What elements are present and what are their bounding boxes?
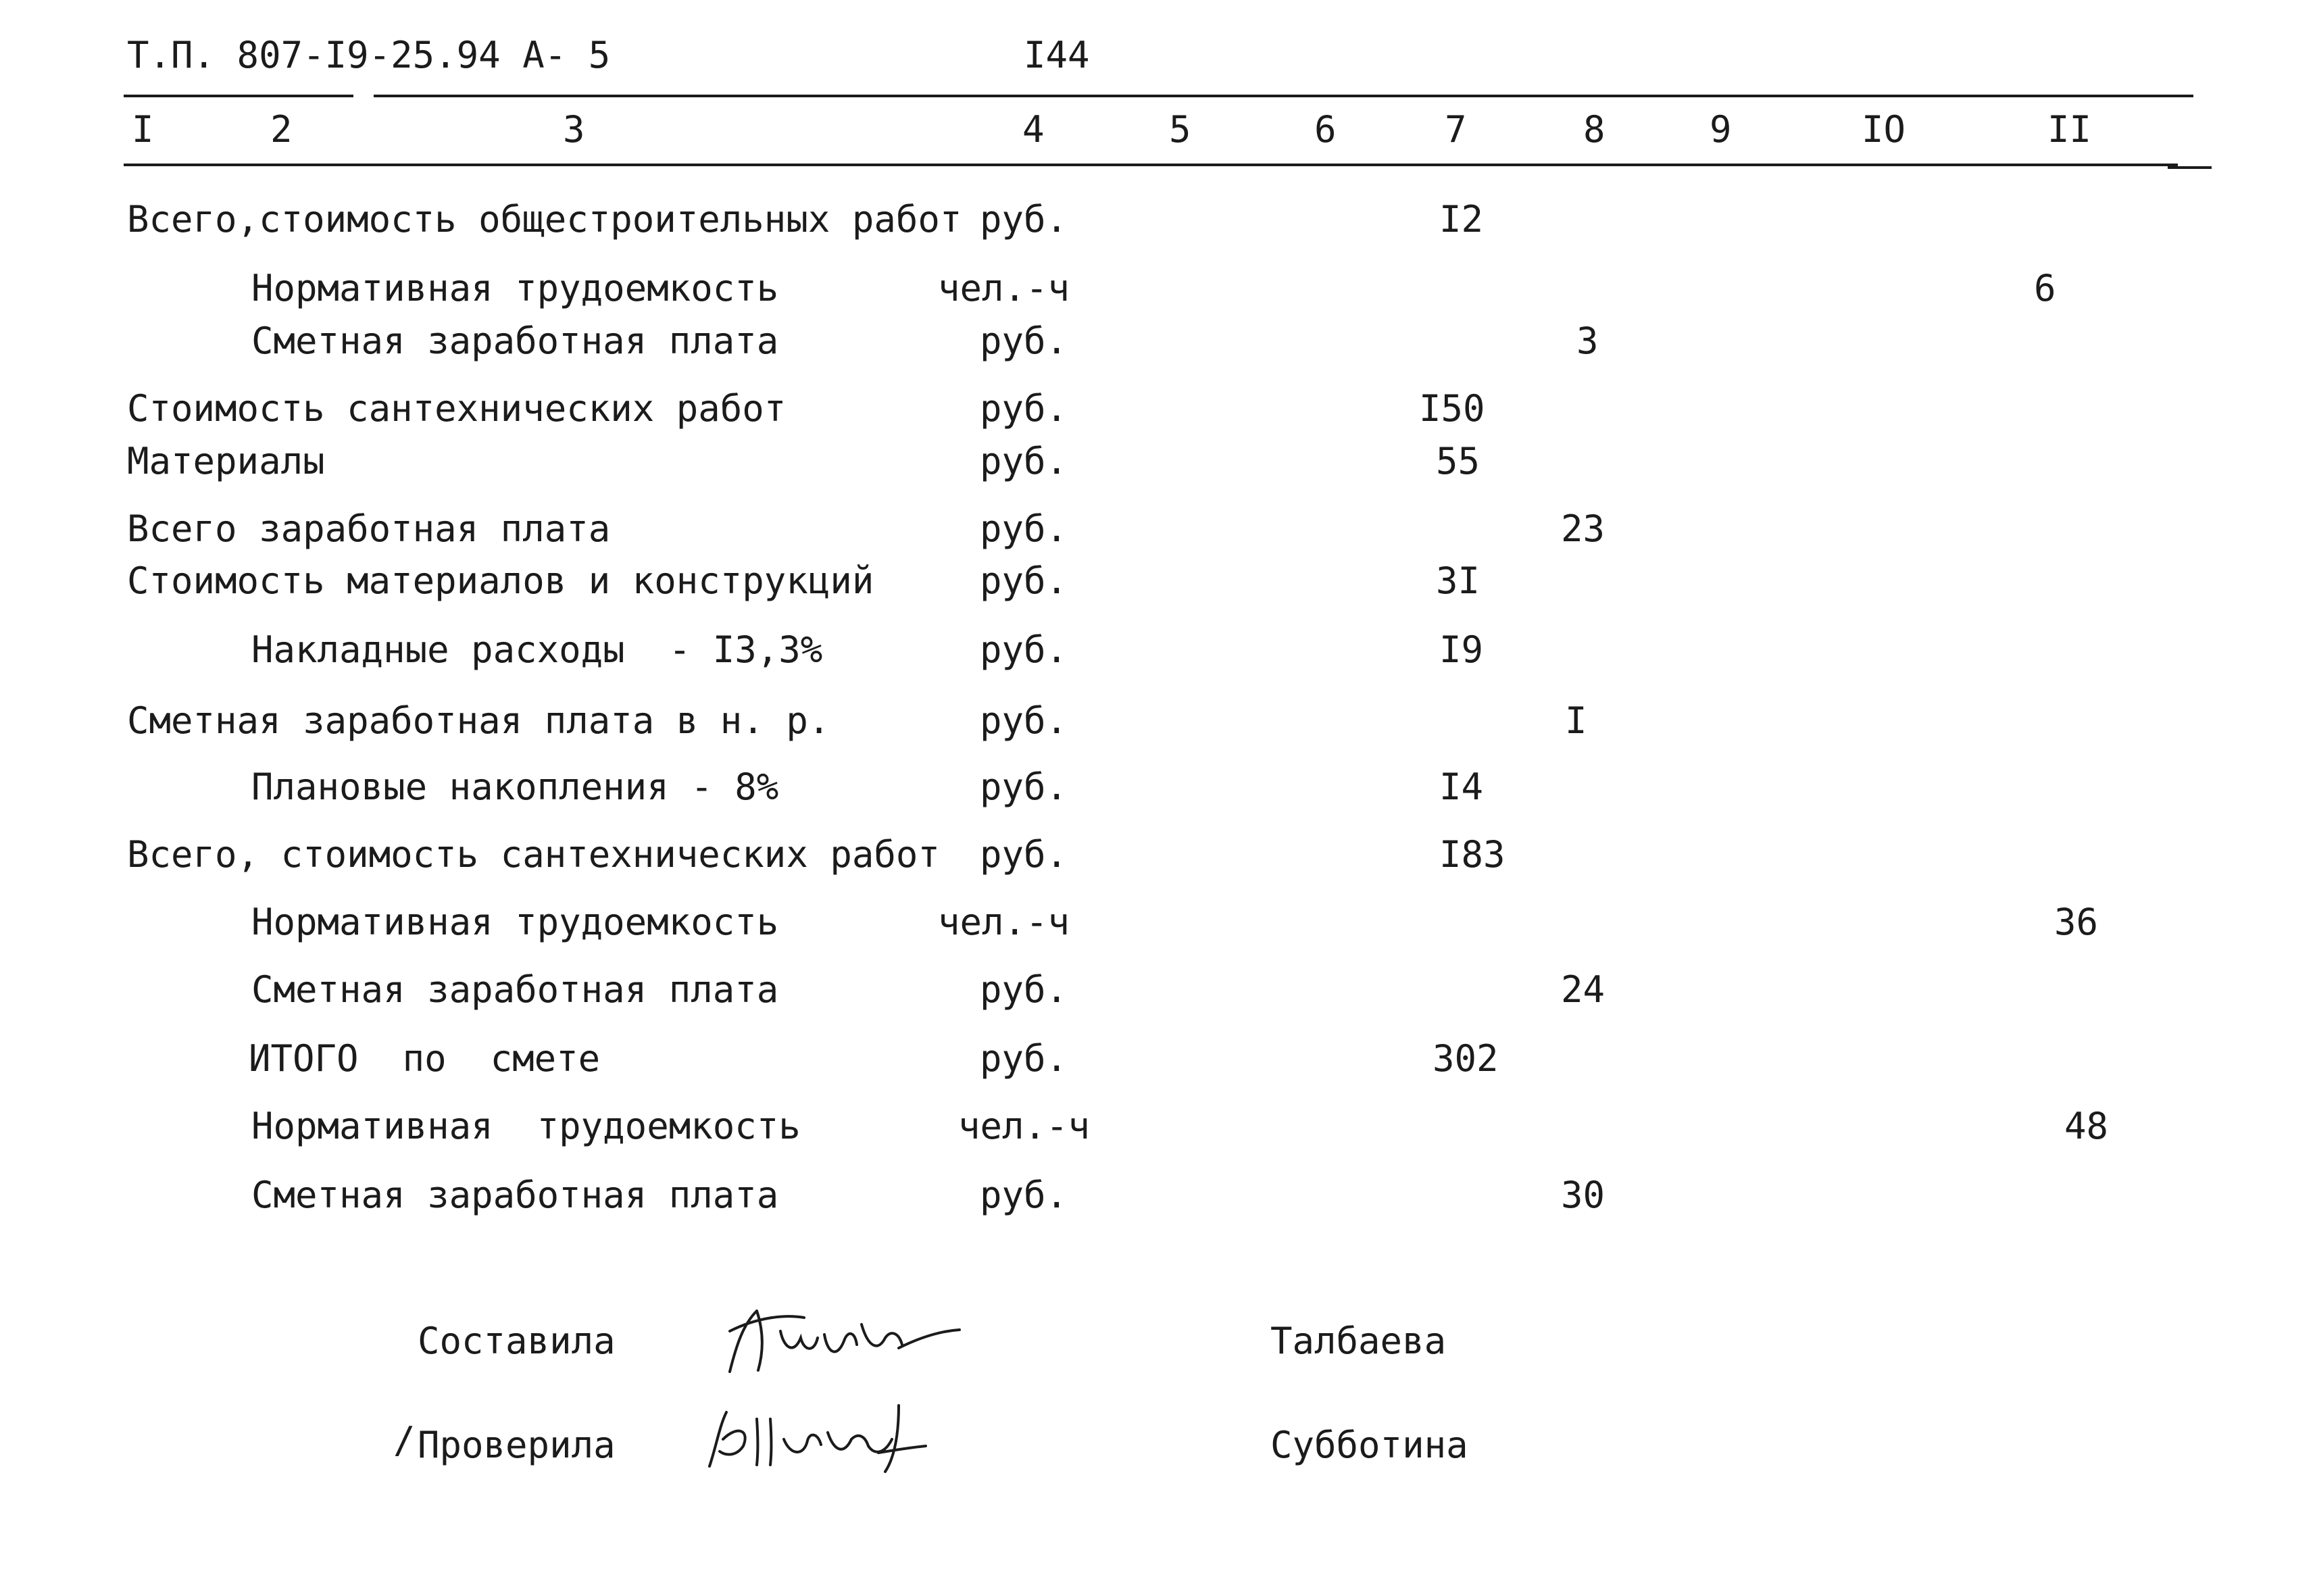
- column-header-5: 5: [1169, 108, 1191, 151]
- row-value-col7: I2: [1439, 198, 1484, 241]
- row-label: Накладные расходы - I3,3%: [251, 628, 823, 671]
- row-unit: руб.: [980, 833, 1068, 876]
- row-label: Плановые накопления - 8%: [251, 766, 779, 808]
- row-label: Нормативная трудоемкость: [251, 267, 779, 309]
- row-value-col8: I: [1565, 699, 1587, 742]
- row-unit: руб.: [980, 198, 1068, 241]
- column-header-6: 6: [1314, 108, 1337, 151]
- column-header-8: 8: [1583, 108, 1605, 151]
- row-label: Всего заработная плата: [127, 507, 611, 550]
- row-unit: руб.: [980, 628, 1068, 671]
- top-rule-right: [374, 95, 2193, 97]
- row-value-col11: 48: [2064, 1105, 2109, 1147]
- row-label: ИТОГО по смете: [249, 1037, 601, 1080]
- column-header-4: 4: [1022, 108, 1045, 151]
- row-value-col7: I9: [1439, 628, 1484, 671]
- row-unit: руб.: [980, 1037, 1068, 1080]
- row-label: Сметная заработная плата: [251, 968, 779, 1011]
- row-value-col11: 6: [2034, 267, 2056, 309]
- row-unit: руб.: [980, 1174, 1068, 1216]
- row-value-col8: 30: [1561, 1174, 1605, 1216]
- checked-by-name: Субботина: [1270, 1424, 1468, 1466]
- row-label: Стоимость сантехнических работ: [127, 387, 787, 430]
- compiled-by-label: Составила: [418, 1320, 616, 1362]
- column-header-2: 2: [270, 108, 293, 151]
- top-rule-left: [124, 95, 353, 97]
- row-label: Материалы: [127, 440, 325, 482]
- row-label: Нормативная трудоемкость: [251, 901, 779, 943]
- row-value-col8: 23: [1561, 507, 1605, 550]
- row-unit: руб.: [980, 766, 1068, 808]
- row-unit: руб.: [980, 699, 1068, 742]
- row-unit: руб.: [980, 968, 1068, 1011]
- row-label: Сметная заработная плата в н. р.: [127, 699, 830, 742]
- row-unit: руб.: [980, 320, 1068, 362]
- row-label: Сметная заработная плата: [251, 1174, 779, 1216]
- row-value-col7: I50: [1419, 387, 1485, 430]
- row-label: Всего, стоимость сантехнических работ: [127, 833, 940, 876]
- row-unit: руб.: [980, 507, 1068, 550]
- row-value-col8: 24: [1561, 968, 1605, 1011]
- header-bottom-rule-tail: [2168, 166, 2212, 169]
- row-label: Всего,стоимость общестроительных работ: [127, 198, 962, 241]
- row-value-col7: 3I: [1436, 559, 1480, 602]
- row-unit: руб.: [980, 440, 1068, 482]
- row-value-col7: 302: [1433, 1037, 1499, 1080]
- row-unit: руб.: [980, 387, 1068, 430]
- row-value-col11: 36: [2054, 901, 2099, 943]
- row-unit: руб.: [980, 559, 1068, 602]
- column-header-9: 9: [1710, 108, 1732, 151]
- row-unit: чел.-ч: [938, 901, 1070, 943]
- row-value-col7: I83: [1439, 833, 1505, 876]
- row-value-col7: I4: [1439, 766, 1484, 808]
- row-unit: чел.-ч: [958, 1105, 1091, 1147]
- row-unit: чел.-ч: [938, 267, 1070, 309]
- column-header-10: IO: [1862, 108, 1906, 151]
- row-label: Сметная заработная плата: [251, 320, 779, 362]
- checked-by-label: Проверила: [418, 1424, 616, 1466]
- column-header-1: I: [132, 108, 154, 151]
- row-label: Нормативная трудоемкость: [251, 1105, 801, 1147]
- row-value-col7: 55: [1436, 440, 1480, 482]
- column-header-7: 7: [1445, 108, 1467, 151]
- row-label: Стоимость материалов и конструкций: [127, 559, 874, 602]
- checked-mark: /: [393, 1419, 416, 1462]
- document-code: Т.П. 807-I9-25.94 А- 5: [127, 34, 611, 76]
- column-header-11: II: [2047, 108, 2092, 151]
- header-bottom-rule: [124, 164, 2178, 166]
- row-value-col8: 3: [1576, 320, 1599, 362]
- compiled-by-name: Талбаева: [1270, 1320, 1447, 1362]
- page-number: I44: [1024, 34, 1090, 76]
- checked-signature: [696, 1392, 939, 1480]
- compiled-signature: [716, 1291, 973, 1392]
- column-header-3: 3: [563, 108, 585, 151]
